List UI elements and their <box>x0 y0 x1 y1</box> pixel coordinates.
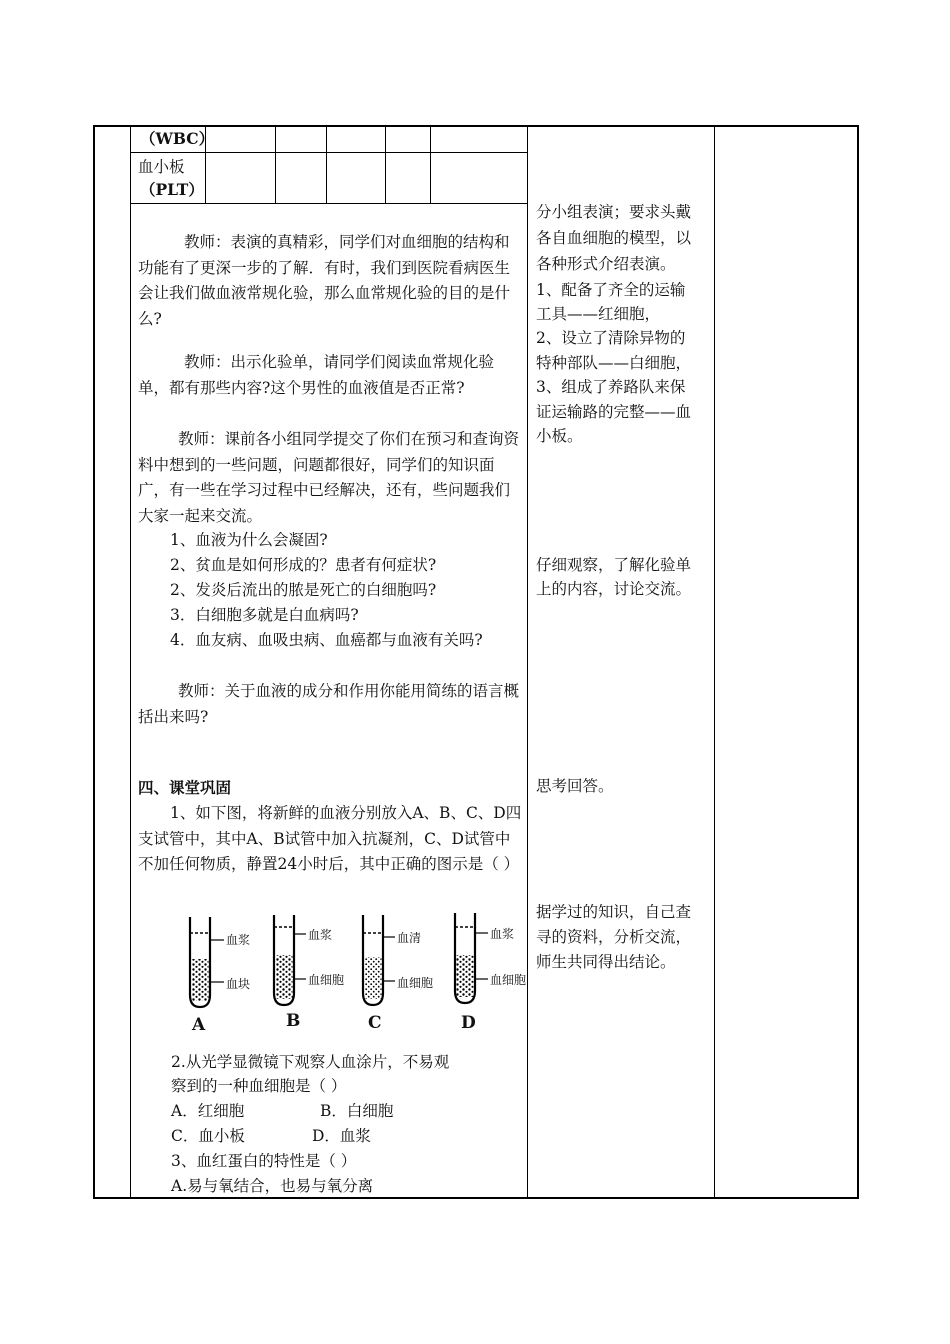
student-b1-line-3: 各种形式介绍表演。 <box>536 255 676 273</box>
student-b1-line-9: 证运输路的完整——血 <box>536 403 692 421</box>
tube-a-top-label: 血浆 <box>226 933 251 947</box>
exercise-2-option-c: C．血小板 <box>171 1127 245 1145</box>
student-b1-line-4: 1、配备了齐全的运输 <box>536 281 686 299</box>
student-b4-line-1: 据学过的知识，自己查 <box>536 903 692 921</box>
tube-c-top-label: 血清 <box>397 931 422 945</box>
student-b1-line-10: 小板。 <box>536 427 583 445</box>
tube-b-bottom-label: 血细胞 <box>308 973 345 987</box>
student-b1-line-7: 特种部队——白细胞， <box>536 354 692 372</box>
student-b2-line-2: 上的内容，讨论交流。 <box>536 580 692 598</box>
student-b1-line-8: 3、组成了养路队来保 <box>536 378 686 396</box>
tube-d-letter: D <box>461 1013 476 1033</box>
question-3: 2、发炎后流出的脓是死亡的白细胞吗? <box>170 581 437 599</box>
tube-d <box>455 913 488 1003</box>
student-b1-line-1: 分小组表演；要求头戴 <box>536 203 692 221</box>
question-2: 2、贫血是如何形成的？患者有何症状? <box>170 556 437 574</box>
exercise-2-option-b: B．白细胞 <box>320 1102 394 1120</box>
exercise-2-option-d: D．血浆 <box>312 1127 371 1145</box>
exercise-3-option-a: A.易与氧结合，也易与氧分离 <box>171 1177 374 1195</box>
teacher-paragraph-2: 教师：出示化验单，请同学们阅读血常规化验单，都有那些内容?这个男性的血液值是否正常? <box>138 353 495 397</box>
question-4: 3．白细胞多就是白血病吗? <box>170 606 359 624</box>
question-5: 4．血友病、血吸虫病、血癌都与血液有关吗? <box>170 631 483 649</box>
exercise-3: 3、血红蛋白的特性是（ ） <box>171 1152 357 1170</box>
student-b4-line-2: 寻的资料，分析交流， <box>536 928 692 946</box>
plt-label: （PLT） <box>140 180 204 199</box>
teacher-paragraph-1: 教师：表演的真精彩，同学们对血细胞的结构和功能有了更深一步的了解．有时，我们到医院看病医生会让我们做血液常规化验，那么血常规化验的目的是什么? <box>138 233 511 328</box>
tube-a-letter: A <box>192 1015 206 1035</box>
tube-b-top-label: 血浆 <box>308 928 333 942</box>
student-b2-line-1: 仔细观察，了解化验单 <box>536 556 692 574</box>
tube-a-bottom-label: 血块 <box>226 977 251 991</box>
tube-d-bottom-label: 血细胞 <box>490 973 527 987</box>
student-b1-line-2: 各自血细胞的模型，以 <box>536 229 692 247</box>
tube-d-top-label: 血浆 <box>490 927 515 941</box>
wbc-label: （WBC） <box>140 129 215 148</box>
test-tube-figure <box>180 903 525 1038</box>
student-block-3: 思考回答。 <box>536 777 614 795</box>
teacher-paragraph-3: 教师：课前各小组同学提交了你们在预习和查询资料中想到的一些问题，问题都很好，同学们的知识面广，有一些在学习过程中已经解决，还有，些问题我们大家一起来交流。 <box>138 430 520 525</box>
tube-b-letter: B <box>286 1011 301 1031</box>
student-b1-line-5: 工具——红细胞， <box>536 305 661 323</box>
student-b4-line-3: 师生共同得出结论。 <box>536 953 676 971</box>
tube-c-bottom-label: 血细胞 <box>397 976 434 990</box>
plt-label-cn: 血小板 <box>138 158 185 176</box>
student-b1-line-6: 2、设立了清除异物的 <box>536 329 686 347</box>
tube-c <box>363 915 395 1005</box>
teacher-paragraph-4: 教师：关于血液的成分和作用你能用简练的语言概括出来吗? <box>138 682 520 726</box>
tube-b <box>274 915 306 1005</box>
question-1: 1、血液为什么会凝固? <box>170 531 328 549</box>
exercise-2-line2: 察到的一种血细胞是（ ） <box>171 1077 347 1095</box>
exercise-1: 1、如下图，将新鲜的血液分别放入A、B、C、D四支试管中，其中A、B试管中加入抗凝剂，C、D试管中不加任何物质，静置24小时后，其中正确的图示是（ ） <box>138 804 522 873</box>
tube-a <box>190 917 224 1007</box>
tube-c-letter: C <box>368 1013 382 1033</box>
section-heading: 四、课堂巩固 <box>138 778 232 797</box>
exercise-2-option-a: A．红细胞 <box>171 1102 245 1120</box>
exercise-2-line1: 2.从光学显微镜下观察人血涂片，不易观 <box>171 1053 450 1071</box>
